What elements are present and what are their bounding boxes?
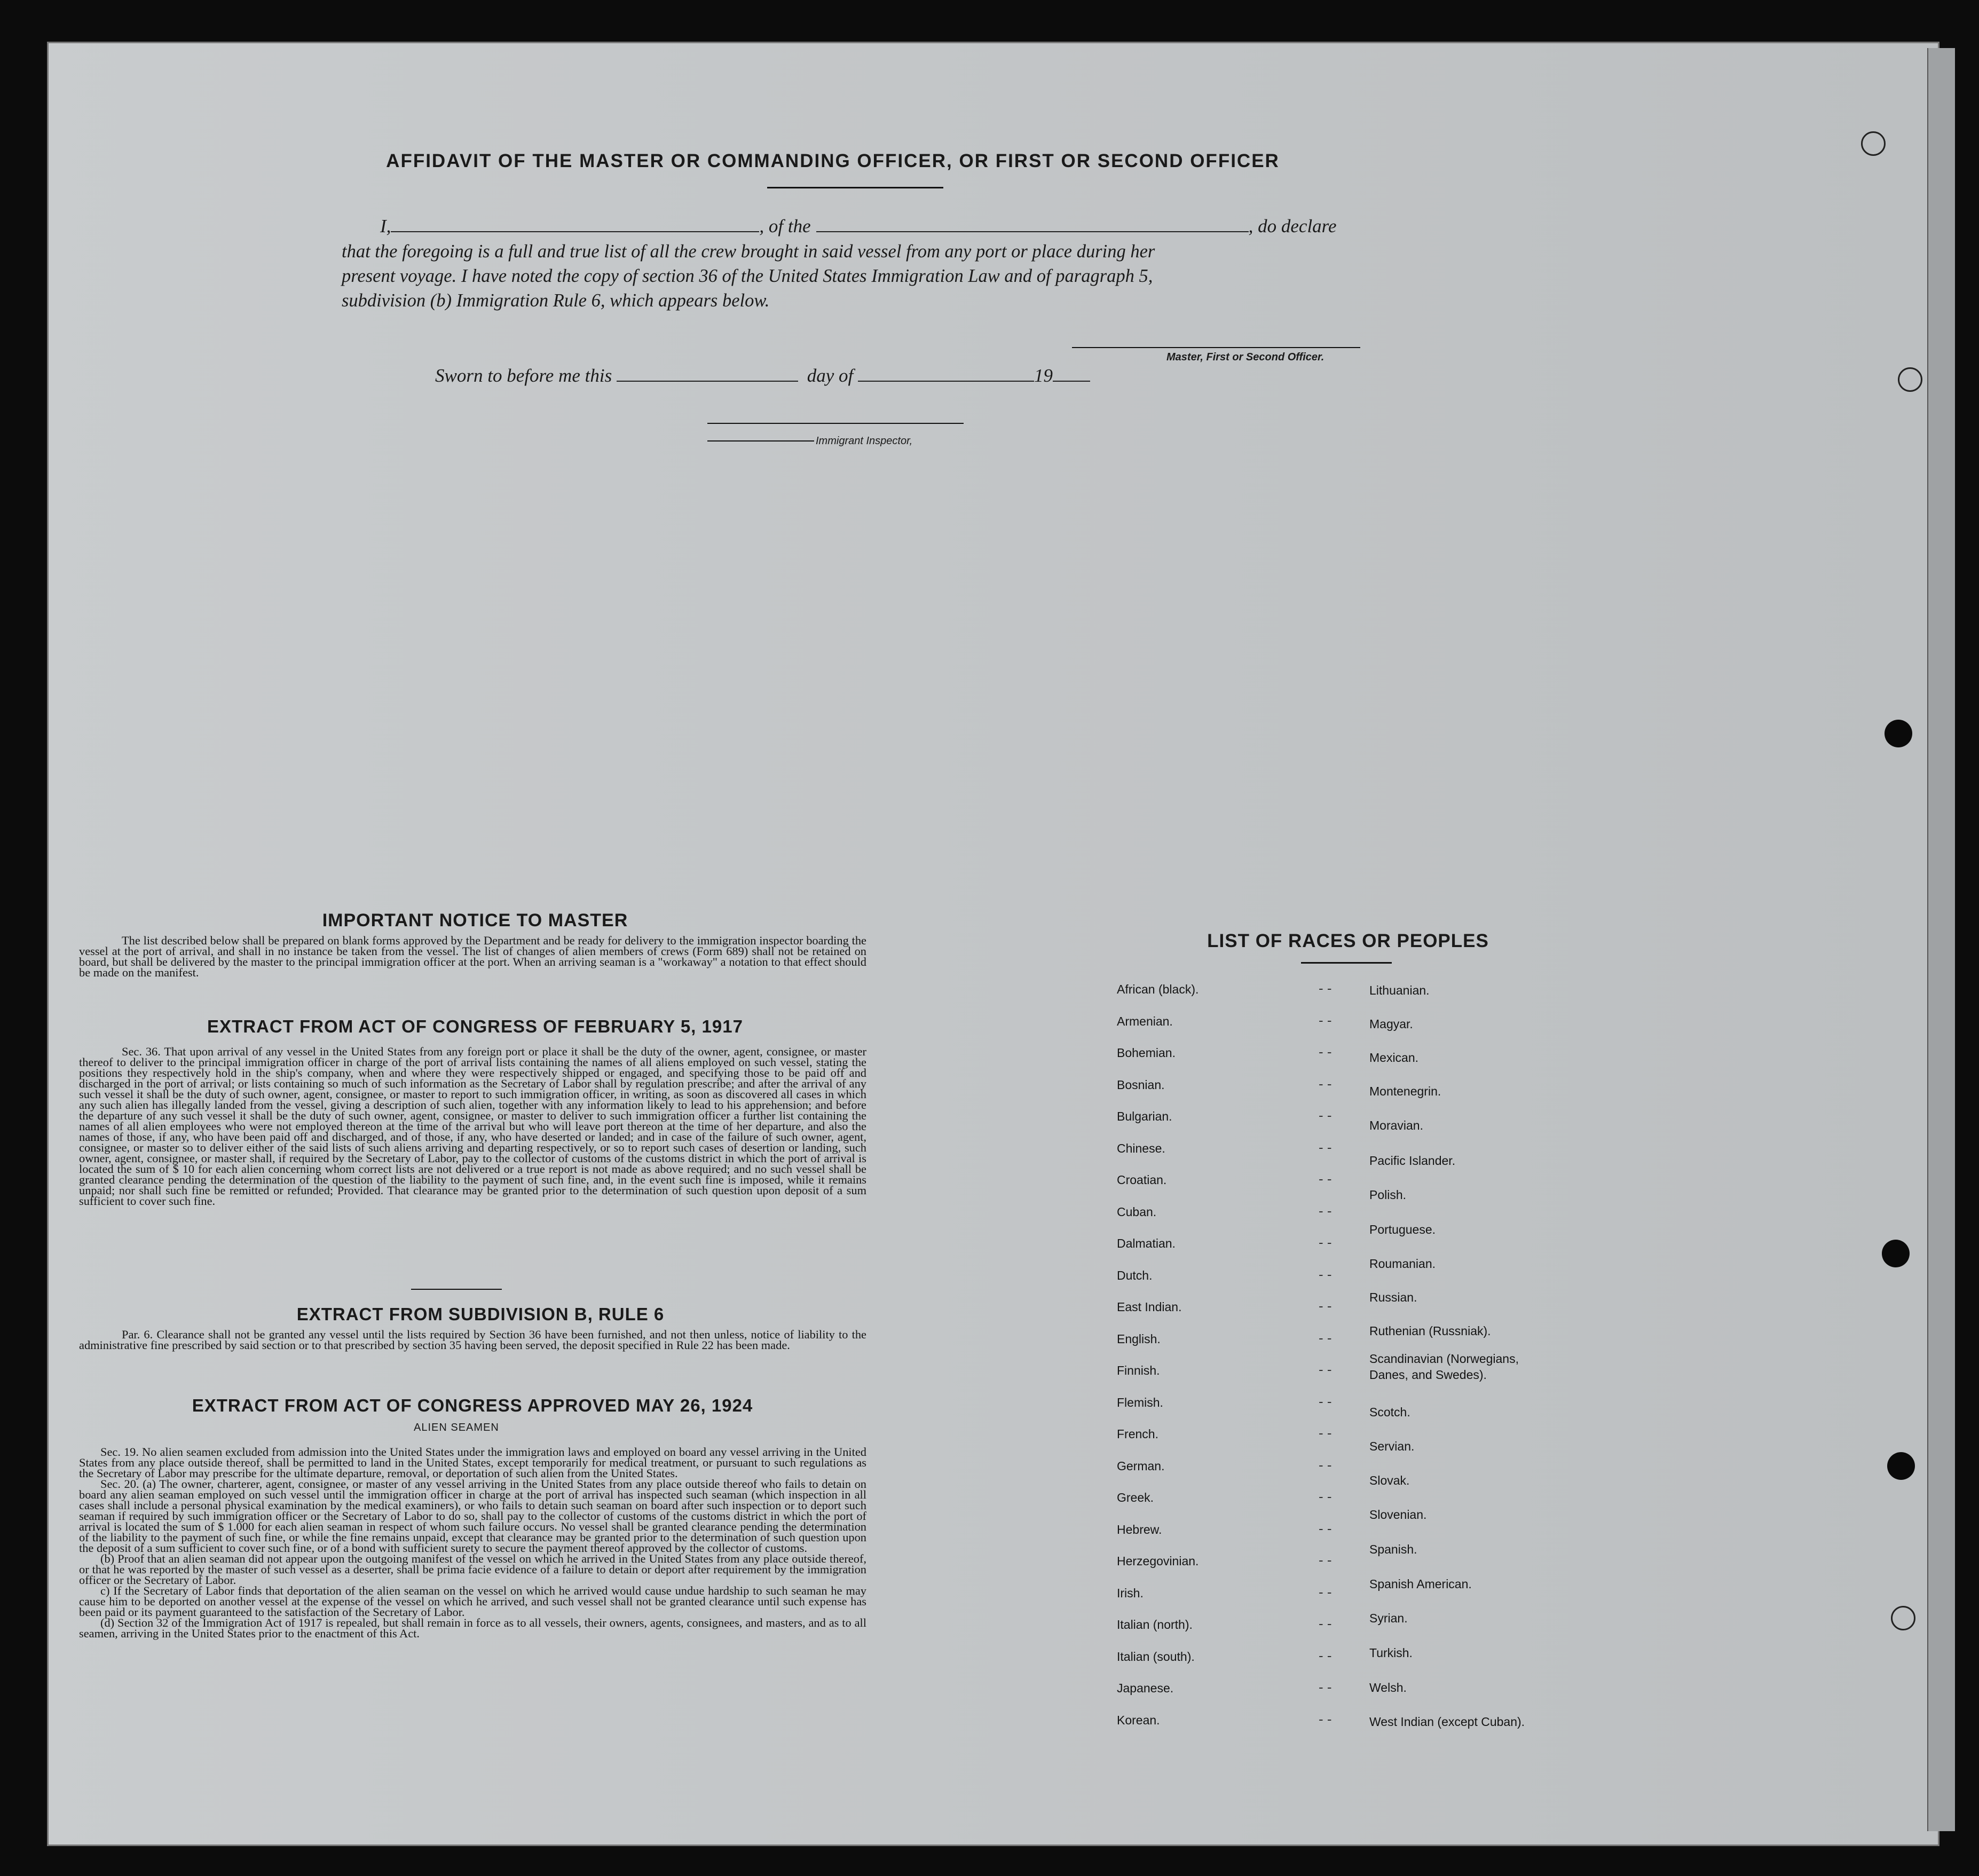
day-of-label: day of <box>807 365 854 386</box>
sec-20b-paragraph: (b) Proof that an alien seaman did not appear upon the outgoing manifest of the vessel on which he arrived in the United States from any place outside thereof, or that he was reported by the master of such vessel as a deserter, shall be prima facie evidence of a failure to detain or deport after requirement by the immigration officer or the Secretary of Labor. <box>79 1552 866 1587</box>
affidavit-title-rule <box>767 187 943 188</box>
race-item-left: African (black). <box>1117 982 1199 996</box>
race-item-right: Spanish American. <box>1369 1577 1472 1591</box>
subdivision-b-title: EXTRACT FROM SUBDIVISION B, RULE 6 <box>296 1304 665 1324</box>
race-item-left: Croatian. <box>1117 1173 1167 1187</box>
affidavit-text-line: present voyage. I have noted the copy of section 36 of the United States Immigration Law and of paragraph 5, <box>342 266 1153 286</box>
race-item-right: Mexican. <box>1369 1051 1419 1065</box>
sheet-edge <box>1927 48 1955 1831</box>
race-item-right: Turkish. <box>1369 1646 1413 1660</box>
punch-hole <box>1898 367 1922 392</box>
race-item-left: French. <box>1117 1427 1158 1441</box>
sec-20d-paragraph: (d) Section 32 of the Immigration Act of 1917 is repealed, but shall remain in force as to all vessels, their owners, agents, consignees, and masters, and as to all seamen, arriving in the United States prior to the enactment of this Act. <box>79 1616 866 1640</box>
inspector-signature-line[interactable] <box>707 423 964 424</box>
sworn-label: Sworn to before me this <box>435 365 612 386</box>
leader-dash: - - <box>1319 1329 1332 1346</box>
race-item-right: Pacific Islander. <box>1369 1154 1456 1168</box>
race-item-right: Moravian. <box>1369 1118 1423 1132</box>
subdivision-b-text: Par. 6. Clearance shall not be granted any vessel until the lists required by Section 36 have been furnished, and not then unless, notice of liability to the administrative fine prescribed by said section or to that prescribed by section 35 having been served, the deposit specified in Rule 22 has been made. <box>79 1328 866 1352</box>
race-item-left: German. <box>1117 1459 1165 1473</box>
affidavit-text-line: that the foregoing is a full and true list of all the crew brought in said vessel from any port or place during her <box>342 241 1155 262</box>
race-item-right: Polish. <box>1369 1188 1407 1202</box>
declaration-declare: , do declare <box>1248 216 1337 237</box>
leader-dash: - - <box>1319 1711 1332 1727</box>
alien-seamen-subtitle: ALIEN SEAMEN <box>414 1422 499 1433</box>
race-item-left: Finnish. <box>1117 1363 1160 1377</box>
race-item-right: Montenegrin. <box>1369 1084 1441 1098</box>
leader-dash: - - <box>1319 1107 1332 1123</box>
race-item-right: Scotch. <box>1369 1405 1410 1419</box>
affidavit-text-line: subdivision (b) Immigration Rule 6, which appears below. <box>342 290 770 311</box>
leader-dash: - - <box>1319 1139 1332 1155</box>
leader-dash: - - <box>1319 1044 1332 1060</box>
punch-hole <box>1887 1452 1915 1480</box>
race-item-left: Dutch. <box>1117 1268 1153 1282</box>
leader-dash: - - <box>1319 1361 1332 1377</box>
leader-dash: - - <box>1319 1679 1332 1695</box>
extract-1917-rule <box>411 1289 502 1290</box>
leader-dash: - - <box>1319 1425 1332 1441</box>
leader-dash: - - <box>1319 1202 1332 1219</box>
declarant-name-field[interactable] <box>391 231 759 232</box>
leader-dash: - - <box>1319 1615 1332 1631</box>
leader-dash: - - <box>1319 1012 1332 1028</box>
notice-text: The list described below shall be prepared on blank forms approved by the Department and be ready for delivery to the immigration inspector boarding the vessel at the port of arrival, and shall in no instance be taken from the vessel. The list of changes of alien members of crews (Form 689) shall not be retained on board, but shall be delivered by the master to the principal immigration officer at the port. When an arriving seaman is a "workaway" a notation to that effect should be made on the manifest. <box>79 934 866 979</box>
race-item-left: Cuban. <box>1117 1204 1157 1219</box>
punch-hole <box>1891 1606 1915 1630</box>
race-item-left: Italian (north). <box>1117 1618 1193 1631</box>
master-signature-label: Master, First or Second Officer. <box>1166 351 1324 363</box>
race-item-left: Japanese. <box>1117 1681 1174 1695</box>
race-item-left: Korean. <box>1117 1713 1160 1727</box>
race-item-right: Welsh. <box>1369 1681 1407 1694</box>
sworn-month-field[interactable] <box>858 381 1034 382</box>
leader-dash: - - <box>1319 1075 1332 1092</box>
race-item-left: Herzegovinian. <box>1117 1554 1199 1568</box>
declaration-of-the: , of the <box>759 216 811 237</box>
leader-dash: - - <box>1319 1520 1332 1536</box>
race-item-right: Ruthenian (Russniak). <box>1369 1324 1491 1338</box>
inspector-label: Immigrant Inspector, <box>816 435 913 447</box>
race-item-left: Hebrew. <box>1117 1522 1162 1536</box>
race-item-right: Slovenian. <box>1369 1508 1427 1522</box>
extract-1917-text: Sec. 36. That upon arrival of any vessel in the United States from any foreign port or place it shall be the duty of the owner, agent, consignee, or master thereof to deliver to the principal immigration officer in charge of the port of arrival lists containing the names of all aliens employed on such vessel, stating the positions they respectively hold in the ship's company, when and where they were respectively shipped or engaged, and specifying those to be paid off and discharged in the port of arrival; or lists containing so much of such information as the Secretary of Labor shall by regulation prescribe; and after the arrival of any such vessel it shall be the duty of such owner, agent, consignee, or master to report to such immigration officer, in writing, as soon as discovered all cases in which any such alien has illegally landed from the vessel, giving a description of such alien, together with any information likely to lead to his apprehension; and before the departure of any such vessel it shall be the duty of such owner, agent, consignee, or master to deliver to such immigration officer a further list containing the names of all alien employees who were not employed thereon at the time of the arrival but who will leave port thereon at the time of her departure, and also the names of those, if any, who have been paid off and discharged, and of those, if any, who have deserted or landed; and in case of the failure of such owner, agent, consignee, or master so to deliver either of the said lists of such aliens arriving and departing respectively, or so to report such cases of desertion or landing, such owner, agent, consignee, or master shall, if required by the Secretary of Labor, pay to the collector of customs of the customs district in which the port of arrival is located the sum of $ 10 for each alien concerning whom correct lists are not delivered or a true report is not made as above required; and no such vessel shall be granted clearance pending the determination of the question of the liability to the payment of such fine, and, in the event such fine is imposed, while it remains unpaid; nor shall such fine be remitted or refunded; Provided. That clearance may be granted prior to the determination of such question upon deposit of a sum sufficient to cover such fine. <box>79 1045 866 1208</box>
punch-hole <box>1885 720 1912 747</box>
leader-dash: - - <box>1319 980 1332 996</box>
leader-dash: - - <box>1319 1393 1332 1409</box>
year-label: 19 <box>1034 365 1053 386</box>
race-item-right: West Indian (except Cuban). <box>1369 1715 1525 1729</box>
race-item-right: Magyar. <box>1369 1017 1413 1031</box>
declaration-i: I, <box>380 216 391 237</box>
race-item-left: East Indian. <box>1117 1300 1182 1314</box>
leader-dash: - - <box>1319 1488 1332 1504</box>
sec-20a-paragraph: Sec. 20. (a) The owner, charterer, agent, consignee, or master of any vessel arriving in the United States from any place outside thereof who fails to detain on board any alien seaman employed on such vessel until the immigration officer in charge at the port of arrival has inspected such seaman (which inspection in all cases shall include a personal physical examination by the medical examiners), or who fails to detain such seaman on board after such inspection or to deport such seaman if required by such immigration officer or the Secretary of Labor to do so, shall pay to the collector of customs of the customs district in which the port of arrival is located the sum of $ 1.000 for each alien seaman in respect of whom such failure occurs. No vessel shall be granted clearance pending the determination of the liability to the payment of such fine, or while the fine remains unpaid, except that clearance may be granted prior to the determination of such question upon the deposit of a sum sufficient to cover such fine, or of a bond with sufficient surety to secure the payment thereof approved by the collector of customs. <box>79 1477 866 1555</box>
race-item-left: Dalmatian. <box>1117 1236 1176 1250</box>
race-item-right: Scandinavian (Norwegians, Danes, and Swedes). <box>1369 1352 1519 1382</box>
leader-dash: - - <box>1319 1266 1332 1282</box>
extract-1924-title: EXTRACT FROM ACT OF CONGRESS APPROVED MAY 26, 1924 <box>192 1396 753 1415</box>
leader-dash: - - <box>1319 1234 1332 1250</box>
race-item-left: Italian (south). <box>1117 1649 1195 1664</box>
affidavit-declaration-line <box>380 214 1362 239</box>
master-signature-line[interactable] <box>1072 347 1360 348</box>
race-item-left: Bohemian. <box>1117 1046 1176 1060</box>
race-item-right: Portuguese. <box>1369 1223 1436 1236</box>
race-item-right: Roumanian. <box>1369 1257 1436 1271</box>
leader-dash: - - <box>1319 1298 1332 1314</box>
race-item-right: Syrian. <box>1369 1611 1408 1625</box>
race-item-right: Russian. <box>1369 1290 1417 1304</box>
race-item-left: English. <box>1117 1331 1161 1346</box>
leader-dash: - - <box>1319 1583 1332 1600</box>
sec-20c-paragraph: c) If the Secretary of Labor finds that deportation of the alien seaman on the vessel on which he arrived would cause undue hardship to such seaman he may cause him to be deported on another vessel at the expense of the vessel on which he arrived, and such vessel shall not be granted clearance until such expense has been paid or its payment guaranteed to the satisfaction of the Secretary of Labor. <box>79 1584 866 1619</box>
race-item-right: Lithuanian. <box>1369 983 1430 997</box>
punch-hole <box>1861 131 1886 156</box>
extract-1924-text <box>79 1447 866 1639</box>
notice-title: IMPORTANT NOTICE TO MASTER <box>322 910 628 931</box>
race-item-right: Slovak. <box>1369 1473 1410 1487</box>
leader-dash: - - <box>1319 1647 1332 1664</box>
leader-dash: - - <box>1319 1171 1332 1187</box>
vessel-name-field[interactable] <box>816 231 1249 232</box>
leader-dash: - - <box>1319 1552 1332 1568</box>
race-item-right: Servian. <box>1369 1439 1415 1453</box>
race-item-left: Bosnian. <box>1117 1077 1165 1092</box>
affidavit-title: AFFIDAVIT OF THE MASTER OR COMMANDING OFFICER, OR FIRST OR SECOND OFFICER <box>386 151 1280 171</box>
sworn-line <box>435 363 1090 388</box>
punch-hole <box>1882 1240 1910 1267</box>
sworn-year-field[interactable] <box>1053 381 1090 382</box>
race-item-left: Greek. <box>1117 1491 1154 1504</box>
races-title-rule <box>1301 962 1392 964</box>
race-item-left: Chinese. <box>1117 1141 1165 1155</box>
sworn-day-field[interactable] <box>617 381 798 382</box>
race-item-left: Irish. <box>1117 1586 1144 1600</box>
race-item-left: Flemish. <box>1117 1395 1163 1409</box>
extract-1917-title: EXTRACT FROM ACT OF CONGRESS OF FEBRUARY 5, 1917 <box>207 1016 743 1036</box>
race-item-left: Armenian. <box>1117 1014 1173 1028</box>
races-title: LIST OF RACES OR PEOPLES <box>1207 931 1489 951</box>
leader-dash: - - <box>1319 1456 1332 1473</box>
inspector-signature-line-2 <box>707 440 814 442</box>
sec-19-paragraph: Sec. 19. No alien seamen excluded from admission into the United States under the immigration laws and employed on board any vessel arriving in the United States from any place outside thereof, shall be permitted to land in the United States, except temporarily for medical treatment, or pursuant to such regulations as the Secretary of Labor may prescribe for the ultimate departure, removal, or deportation of such alien from the United States. <box>79 1445 866 1480</box>
race-item-right: Spanish. <box>1369 1542 1417 1556</box>
race-item-left: Bulgarian. <box>1117 1109 1172 1123</box>
